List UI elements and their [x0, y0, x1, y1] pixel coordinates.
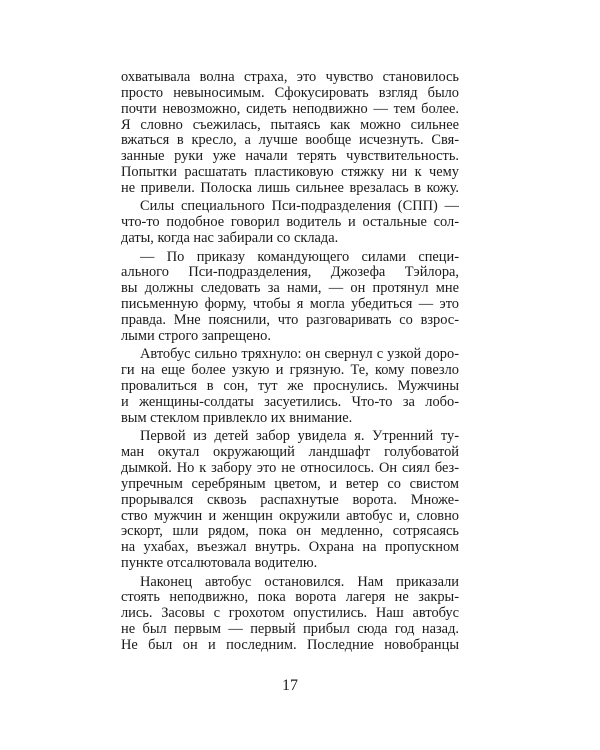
text-line: занные руки уже начали терять чувствительность.	[121, 148, 459, 164]
text-line: стоять неподвижно, пока ворота лагеря не закры-	[121, 589, 459, 605]
text-line: просто невыносимым. Сфокусировать взгляд было	[121, 85, 459, 101]
text-line: что-то подобное говорил водитель и остальные сол-	[121, 214, 459, 230]
text-line: даты, когда нас забирали со склада.	[121, 230, 339, 246]
text-line: и женщины-солдаты засуетились. Что-то за лобо-	[121, 394, 459, 410]
text-line: Попытки расшатать пластиковую стяжку ни к чему	[121, 164, 459, 180]
text-line: не был первым — первый прибыл сюда год назад.	[121, 621, 459, 637]
book-page	[121, 68, 459, 708]
text-line: провалиться в сон, тут же проснулись. Мужчины	[121, 378, 459, 394]
text-line: пункте отсалютовала водителю.	[121, 555, 318, 571]
text-line: на ухабах, въезжал внутрь. Охрана на пропускном	[121, 539, 459, 555]
text-line: Не был он и последним. Последние новобранцы	[121, 637, 459, 653]
text-line: Я словно съежилась, пытаясь как можно сильнее	[121, 117, 459, 133]
text-line: правда. Мне пояснили, что разговаривать со взрос-	[121, 312, 459, 328]
text-line: охватывала волна страха, это чувство становилось	[121, 69, 459, 85]
text-line: ство мужчин и женщин окружили автобус и, словно	[121, 508, 459, 524]
text-line: эскорт, шли рядом, пока он медленно, сотрясаясь	[121, 523, 459, 539]
text-line: ги на еще более узкую и грязную. Те, кому повезло	[121, 362, 459, 378]
page-number: 17	[282, 677, 298, 694]
text-line: Первой из детей забор увидела я. Утренний ту-	[140, 428, 459, 444]
text-line: не привели. Полоска лишь сильнее врезалась в кожу.	[121, 180, 459, 196]
text-line: прорывался сквозь распахнутые ворота. Множе-	[121, 492, 459, 508]
text-line: письменную форму, чтобы я могла убедиться — это	[121, 296, 459, 312]
text-line: Автобус сильно тряхнуло: он свернул с узкой доро-	[140, 346, 459, 362]
text-line: — По приказу командующего силами специ-	[140, 249, 459, 265]
text-line: Наконец автобус остановился. Нам приказали	[140, 574, 459, 590]
text-line: ального Пси-подразделения, Джозефа Тэйлора,	[121, 264, 459, 280]
text-line: дымкой. Но к забору это не относилось. Он сиял без-	[121, 460, 459, 476]
text-line: Силы специального Пси-подразделения (СПП) —	[140, 198, 459, 214]
text-line: вым стеклом привлекло их внимание.	[121, 410, 353, 426]
text-line: лыми строго запрещено.	[121, 328, 271, 344]
text-line: вы должны следовать за нами, — он протянул мне	[121, 280, 459, 296]
text-line: почти невозможно, сидеть неподвижно — тем более.	[121, 101, 459, 117]
text-line: вжаться в кресло, а лучше вообще исчезнуть. Свя-	[121, 132, 459, 148]
text-line: упречным серебряным цветом, и ветер со свистом	[121, 476, 459, 492]
text-line: ман окутал окружающий ландшафт голубоватой	[121, 444, 459, 460]
text-line: лись. Засовы с грохотом опустились. Наш автобус	[121, 605, 459, 621]
